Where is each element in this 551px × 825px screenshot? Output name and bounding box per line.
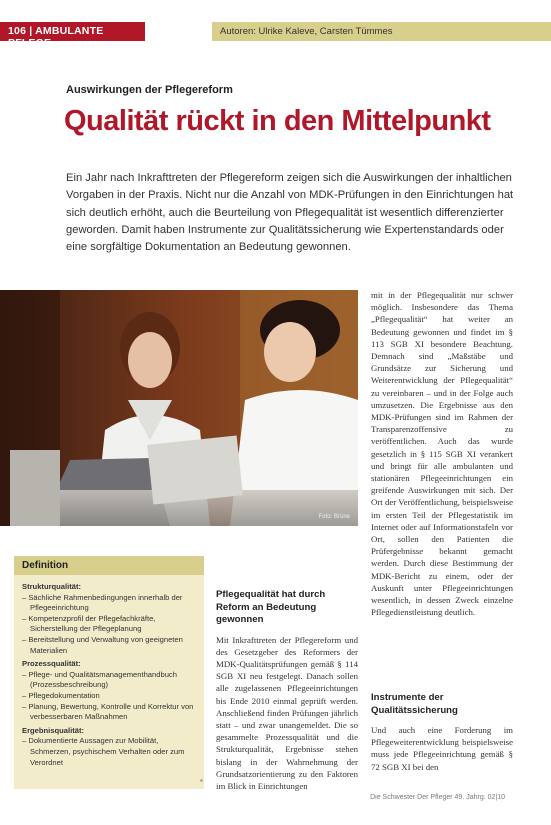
nurses-photo <box>0 290 358 526</box>
article-kicker: Auswirkungen der Pflegereform <box>66 84 233 96</box>
authors-bar <box>212 22 551 41</box>
definition-item: – Bereitstellung und Verwaltung von geeigneten Materialien <box>22 635 196 656</box>
definition-heading: Ergebnisqualität: <box>22 725 85 735</box>
definition-item: – Dokumentierte Aussagen zur Mobilität, Schmerzen, psychischem Verhalten oder zum Verordnet <box>22 736 196 768</box>
section-label: 106 | AMBULANTE PFLEGE <box>8 25 104 49</box>
definition-body <box>14 575 204 772</box>
column2-subhead: Pflegequalität hat durch Reform an Bedeutung gewonnen <box>216 589 326 625</box>
photo-credit: Foto: Brüne <box>318 514 350 520</box>
page-footer: Die Schwester Der Pfleger 49. Jahrg. 02|10 <box>370 794 505 801</box>
column3-bottom-text: Und auch eine Forderung im Pflegeweiterentwicklung beispielsweise muss jede Pflegeeinrichtung gemäß § 72 SGB XI bei den <box>371 725 513 772</box>
column2-text: Mit Inkrafttreten der Pflegereform und des Gesetzgeber des Reformers der MDK-Qualitätsprüfungen gemäß § 114 SGB XI neu festgelegt. Danach sollen alle zugelassenen Pflegeeinrichtungen bis Ende 2010 einmal geprüft werden. Anschließend finden Prüfungen jährlich statt – und zwar unangemeldet. Die so gesammelte Prozessqualität und die Strukturqualität, Ergebnisse stehen bislang in der Wahrnehmung der Grundsatzorientierung zu den Faktoren im Blick in Einrichtungen <box>216 634 358 791</box>
definition-list <box>22 593 196 657</box>
definition-item: – Pflege- und Qualitätsmanagementhandbuch (Prozessbeschreibung) <box>22 670 196 691</box>
definition-item: – Kompetenzprofil der Pflegefachkräfte, Sicherstellung der Pflegeplanung <box>22 614 196 635</box>
fold-mark-icon: ▪ <box>200 776 203 785</box>
definition-heading: Prozessqualität: <box>22 659 81 669</box>
section-header-bar <box>0 22 145 49</box>
definition-heading: Strukturqualität: <box>22 582 82 591</box>
column3-subhead-block <box>371 692 513 773</box>
definition-list <box>22 670 196 723</box>
article-title: Qualität rückt in den Mittelpunkt <box>64 105 491 137</box>
definition-item: – Pflegedokumentation <box>22 691 196 702</box>
column3-subhead: Instrumente der Qualitätssicherung <box>371 692 458 716</box>
authors-label: Autoren: Ulrike Kaleve, Carsten Tümmes <box>220 26 393 37</box>
article-lead: Ein Jahr nach Inkrafttreten der Pflegereform zeigen sich die Auswirkungen der inhaltlichen Vorgaben in der Praxis. Nicht nur die Anzahl von MDK-Prüfungen in den Einrichtungen hat sich deutlich erhöht, auch die Beurteilung von Pflegequalität ist wesentlich differenzierter geworden. Damit haben Instrumente zur Qualitätssicherung wie Expertenstandards oder eine sorgfältige Dokumentation an Bedeutung gewonnen. <box>66 172 514 254</box>
nurses-illustration <box>0 290 358 526</box>
definition-title: Definition <box>14 556 204 575</box>
definition-item: – Sächliche Rahmenbedingungen innerhalb der Pflegeeinrichtung <box>22 593 196 614</box>
definition-item: – Planung, Bewertung, Kontrolle und Korrektur von verbesserbaren Maßnahmen <box>22 702 196 723</box>
column3-top-text: mit in der Pflegequalität nur schwer möglich. Insbesondere das Thema „Pflegequalität“ hat weiter an Bedeutung gewonnen und findet im § 113 SGB XI besondere Beachtung. Demnach sind „Maßstäbe und Grundsätze zur Sicherung und Weiterentwicklung der Pflegequalität“ zu vereinbaren – und in der Folge auch umzusetzen. Die Ergebnisse aus den MDK-Prüfungen sind im Rahmen der Transparenzoffensive zu veröffentlichen. Auch das wurde gesetzlich in § 115 SGB XI verankert und bringt für alle ambulanten und stationären Pflegeeinrichtungen ein greifende Auswirkungen mit sich. Der Ort der Veröffentlichung, beispielsweise im ersten Teil der Pflegestatistik im Internet oder auf Informationstafeln vor Ort, sollen den Patienten die Prüfergebnisse bekannt gemacht werden. Durch diese Bestimmung der MDK-Bericht zu einem, oder der Auskunft unter Pflegeeinrichtungen wesentlich, in dessen Zweck einzelne Pflegedienstleistung deutlich. <box>371 290 513 618</box>
definition-list <box>22 736 196 768</box>
definition-box <box>14 556 204 789</box>
column2 <box>216 589 358 792</box>
